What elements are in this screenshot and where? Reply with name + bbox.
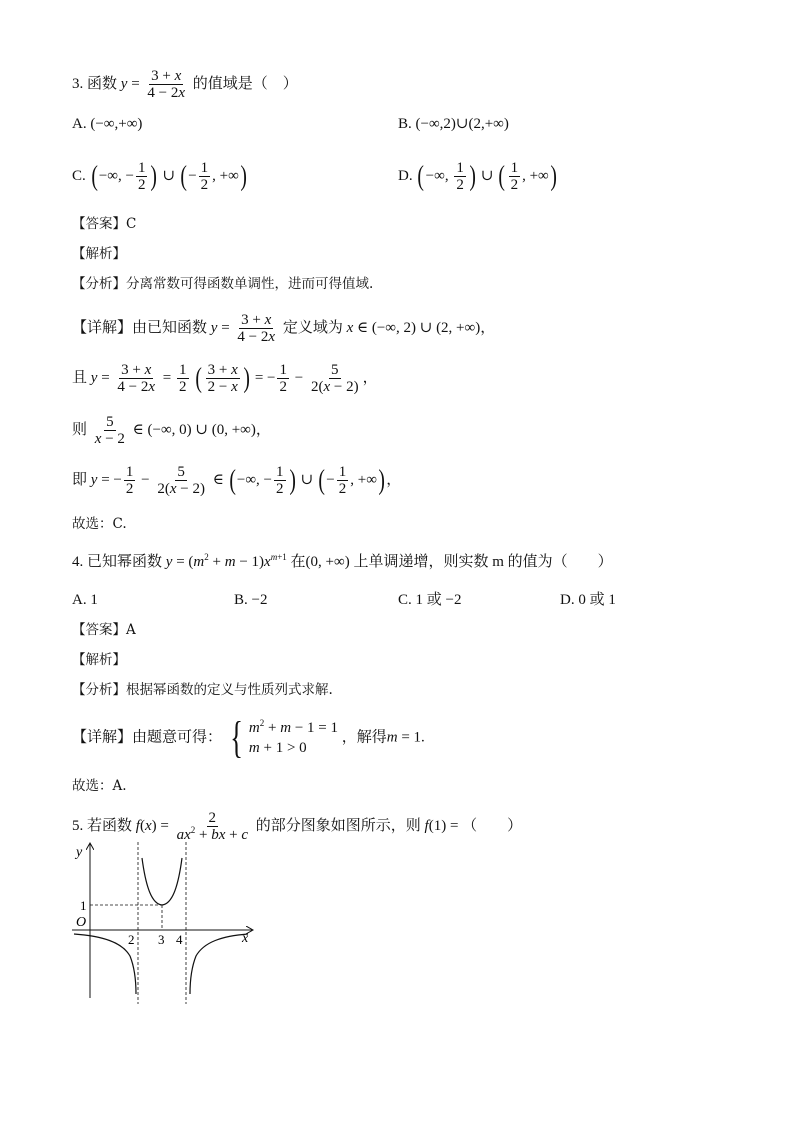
q4-option-d[interactable]: D. 0 或 1 [560,592,616,608]
q3-analysis-tag: 【解析】 [72,246,126,262]
q4-answer: 【答案】A [72,622,136,638]
q3-option-b[interactable]: B. (−∞,2)∪(2,+∞) [398,116,509,132]
q5-stem: 5. 若函数 f(x) = $\frac{2}{ax^2 + bx + c}$ 的部分图象如图所示，则 f(1) = （ ） [72,810,523,843]
q4-option-c[interactable]: C. 1 或 −2 [398,592,462,608]
q4-analysis-tag: 【解析】 [72,652,126,668]
q4-fenxi: 【分析】根据幂函数的定义与性质列式求解. [72,682,333,698]
q4-choose: 故选：A. [72,778,127,794]
q5-function-graph [62,838,262,1008]
q3-detail-line4: 即 y = − $\frac{1}{2}$ − $\frac{5}{2(x - 2)}$ ∈ (−∞, − $\frac{1}{2}$ ) ∪ (− $\frac{1}{2}$ , +∞)， [72,464,402,497]
curve-right-branch [190,934,248,994]
curve-left-branch [74,934,136,994]
x-axis-label: x [242,931,249,946]
q3-detail-line1: 【详解】由已知函数 y = $\frac{3 + x}{4 - 2x}$ 定义域为 x ∈ (−∞, 2) ∪ (2, +∞)， [72,312,496,345]
q3-fenxi: 【分析】分离常数可得函数单调性，进而可得值域. [72,276,374,292]
q3-option-c[interactable]: C. (−∞, − $\frac{1}{2}$ ) ∪ (− $\frac{1}{2}$ , +∞) [72,160,247,193]
q4-stem: 4. 已知幂函数 $y = (m^2 + m - 1)x^{m+1}$ 在(0, +∞) 上单调递增，则实数 m 的值为（ ） [72,552,613,570]
x-tick-4: 4 [176,932,183,947]
x-tick-3: 3 [158,932,165,947]
q4-option-b[interactable]: B. −2 [234,592,268,608]
q3-detail-line3: 则 $\frac{5}{x - 2}$ ∈ (−∞, 0) ∪ (0, +∞)， [72,414,271,447]
q4-option-a[interactable]: A. 1 [72,592,98,608]
q3-option-d[interactable]: D. (−∞, $\frac{1}{2}$ ) ∪ ( $\frac{1}{2}$ , +∞) [398,160,557,193]
q3-choose: 故选：C. [72,516,127,532]
y-axis-label: y [76,845,83,860]
y-tick-1: 1 [80,898,87,913]
q3-stem: 3. 函数 y = $\frac{3 + x}{4 - 2x}$ 的值域是（ ） [72,68,298,101]
origin-label: O [76,915,87,930]
q3-answer: 【答案】C [72,216,137,232]
curve-middle-branch [142,858,182,905]
q3-option-a[interactable]: A. (−∞,+∞) [72,116,143,132]
x-tick-2: 2 [128,932,135,947]
q4-detail: 【详解】由题意可得： { $m^2 + m - 1 = 1$ m + 1 > 0 ，解得m = 1. [72,713,425,762]
q3-detail-line2: 且 y = $\frac{3 + x}{4 - 2x}$ = $\frac{1}{2}$ ( $\frac{3 + x}{2 - x}$ ) = − $\frac{1}{2}$ − $\frac{5}{2(x - 2)}$ ， [72,362,378,395]
